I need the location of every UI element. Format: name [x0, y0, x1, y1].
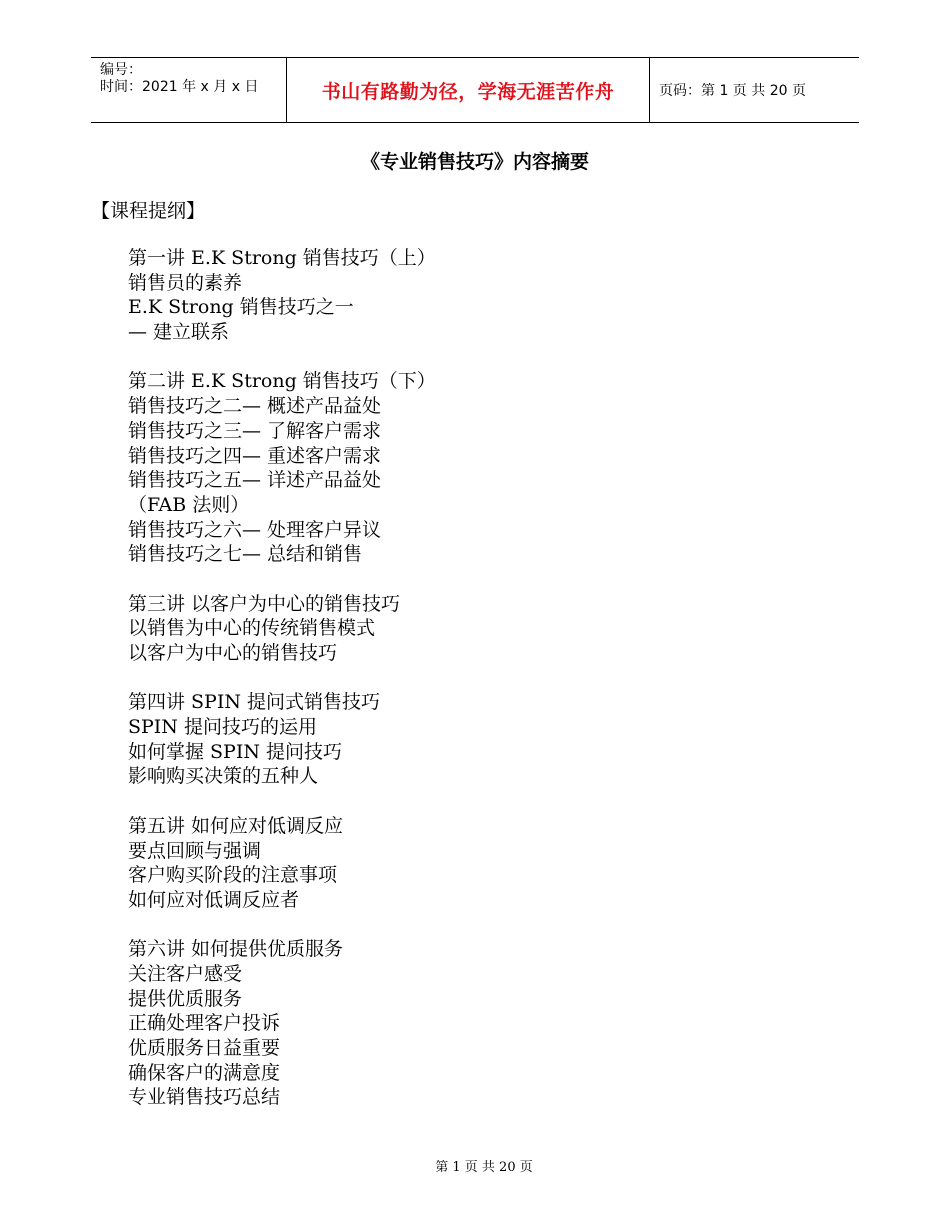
outline-spacer — [128, 666, 436, 691]
outline-line: 提供优质服务 — [128, 987, 243, 1010]
outline-spacer — [128, 345, 436, 370]
outline-line: 以销售为中心的传统销售模式 — [128, 617, 376, 640]
outline-spacer — [128, 567, 436, 592]
outline-line: 客户购买阶段的注意事项 — [128, 864, 338, 887]
outline-line: E.K Strong 销售技巧之一 — [128, 296, 354, 319]
outline-line: 影响购买决策的五种人 — [128, 765, 319, 788]
header-page-info: 页码：第 1 页 共 20 页 — [659, 83, 806, 99]
outline-line: 销售技巧之二— 概述产品益处 — [128, 395, 382, 418]
outline-line: 如何掌握 SPIN 提问技巧 — [128, 740, 343, 763]
outline-line: 销售员的素养 — [128, 271, 243, 294]
time-label: 时间：2021 年 x 月 x 日 — [100, 79, 259, 95]
outline-line: 第五讲 如何应对低调反应 — [128, 814, 344, 837]
header-meta — [91, 58, 287, 122]
outline-line: 销售技巧之七— 总结和销售 — [128, 543, 363, 566]
page-header — [91, 57, 859, 123]
outline-spacer — [128, 789, 436, 814]
outline-line: 以客户为中心的销售技巧 — [128, 642, 338, 664]
outline-line: 要点回顾与强调 — [128, 839, 262, 862]
outline-line: 销售技巧之四— 重述客户需求 — [128, 444, 382, 467]
outline-line: （FAB 法则） — [128, 493, 250, 516]
outline-line: 第六讲 如何提供优质服务 — [128, 938, 344, 961]
section-heading: 【课程提纲】 — [91, 200, 206, 222]
outline-line: 第二讲 E.K Strong 销售技巧（下） — [128, 370, 436, 393]
outline-line: 销售技巧之六— 处理客户异议 — [128, 518, 382, 541]
outline-line: 正确处理客户投诉 — [128, 1012, 281, 1035]
outline-line: 销售技巧之五— 详述产品益处 — [128, 469, 382, 492]
outline-line: 确保客户的满意度 — [128, 1061, 281, 1084]
document-title: 《专业销售技巧》内容摘要 — [360, 151, 589, 173]
course-outline — [128, 246, 436, 1110]
outline-line: SPIN 提问技巧的运用 — [128, 716, 317, 739]
outline-line: 第一讲 E.K Strong 销售技巧（上） — [128, 247, 436, 269]
outline-line: 第三讲 以客户为中心的销售技巧 — [128, 592, 401, 615]
number-label: 编号： — [100, 62, 142, 78]
outline-line: 关注客户感受 — [128, 962, 243, 985]
outline-line: 优质服务日益重要 — [128, 1037, 281, 1059]
outline-line: 第四讲 SPIN 提问式销售技巧 — [128, 691, 381, 714]
outline-line: — 建立联系 — [128, 321, 230, 344]
page-footer: 第 1 页 共 20 页 — [435, 1160, 533, 1175]
outline-spacer — [128, 913, 436, 938]
outline-line: 如何应对低调反应者 — [128, 888, 300, 911]
header-motto: 书山有路勤为径，学海无涯苦作舟 — [287, 58, 650, 122]
outline-line: 专业销售技巧总结 — [128, 1086, 281, 1109]
outline-line: 销售技巧之三— 了解客户需求 — [128, 419, 382, 442]
